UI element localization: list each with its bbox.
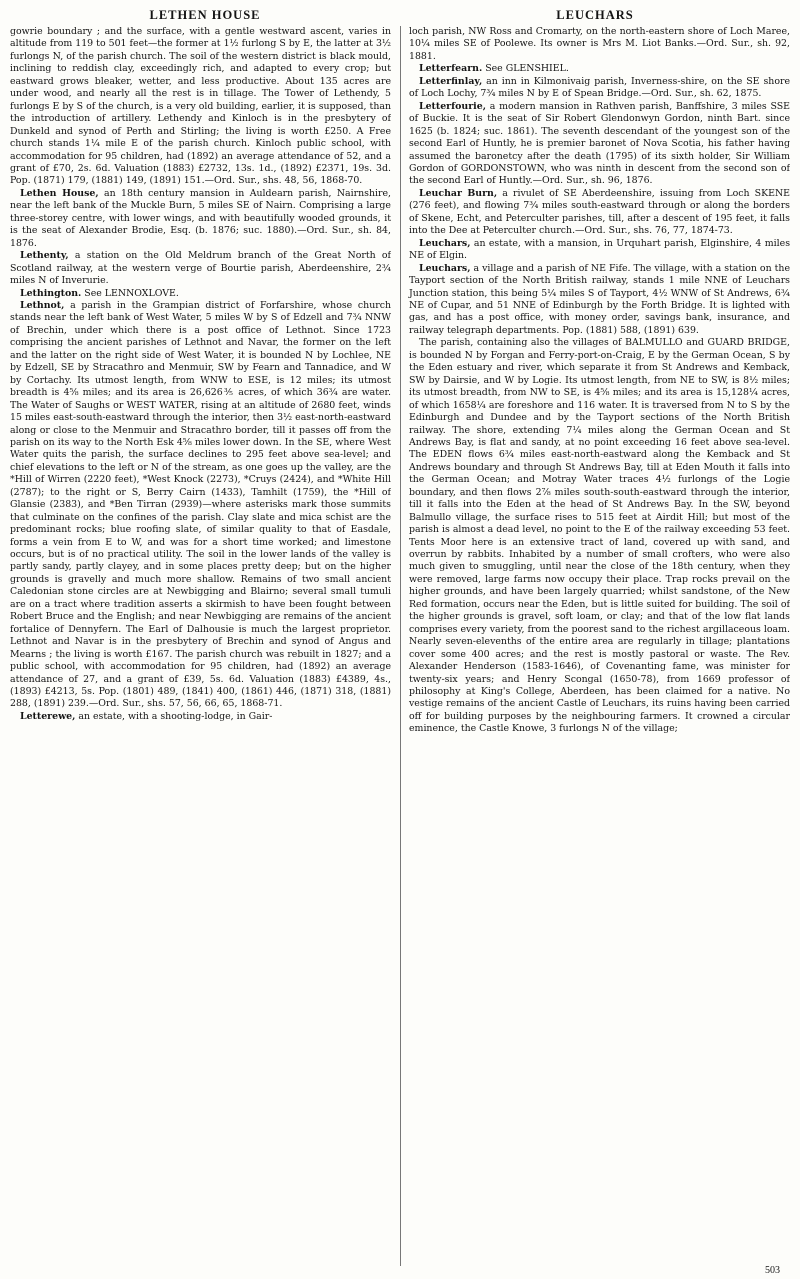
entry-text: a modern mansion in Rathven parish, Banffshire, 3 miles SSE of Buckie. It is the seat of Sir Robert Glendonwyn Gordon, ninth Bart. since 1625 (b. 1824; suc. 1861). The seventh descendant of the youngest son of the second Earl of Huntly, he is premier baronet of Nova Scotia, his father having assumed the baronetcy after the death (1795) of its sixth holder, Sir William Gordon of GORDONSTOWN, who was ninth in descent from the second son of the second Earl of Huntly.—Ord. Sur., sh. 96, 1876. xyxy=(409,100,790,187)
entry-headword: Lethen House, xyxy=(20,187,99,199)
entry-text: an estate, with a mansion, in Urquhart parish, Elginshire, 4 miles NE of Elgin. xyxy=(409,237,790,262)
entry-headword: Letterfourie, xyxy=(419,100,486,112)
entry-text: loch parish, NW Ross and Cromarty, on the north-eastern shore of Loch Maree, 10¼ miles SE of Poolewe. Its owner is Mrs M. Liot Banks.—Ord. Sur., sh. 92, 1881. xyxy=(409,26,790,62)
right-column xyxy=(400,26,790,1266)
entry-letterfearn xyxy=(409,63,790,75)
entry-lethnot xyxy=(10,300,391,711)
entry-leuchar-burn xyxy=(409,188,790,238)
entry-text: a station on the Old Meldrum branch of the Great North of Scotland railway, at the western verge of Bourtie parish, Aberdeenshire, 2¾ miles N of Inverurie. xyxy=(10,250,391,287)
page-number: 503 xyxy=(765,1265,780,1276)
entry-text: See LENNOXLOVE. xyxy=(84,287,179,299)
entry-headword: Lethenty, xyxy=(20,250,69,262)
entry-lethenty xyxy=(10,250,391,287)
entry-lethington xyxy=(10,288,391,300)
text-columns xyxy=(10,26,790,1266)
entry-headword: Letterfearn. xyxy=(419,63,483,75)
entry-text: an 18th century mansion in Auldearn parish, Nairnshire, near the left bank of the Muckle Burn, 5 miles SE of Nairn. Comprising a large three-storey centre, with lower wings, and with beautifully wooded grounds, it is the seat of Alexander Brodie, Esq. (b. 1876; suc. 1880).—Ord. Sur., sh. 84, 1876. xyxy=(10,187,391,249)
entry-letterewe xyxy=(10,711,391,723)
entry-headword: Leuchar Burn, xyxy=(419,187,498,199)
running-head-right: LEUCHARS xyxy=(556,8,634,22)
running-header xyxy=(10,8,790,26)
entry-headword: Letterewe, xyxy=(20,710,76,722)
entry-letterfourie xyxy=(409,101,790,188)
entry-headword: Leuchars, xyxy=(419,237,471,249)
entry-lethen-house xyxy=(10,188,391,250)
entry-text: a village and a parish of NE Fife. The village, with a station on the Tayport section of the North British railway, stands 1 mile NNE of Leuchars Junction station, this being 5¼ miles S of Tayport, 4½ WNW of St Andrews, 6¾ NE of Cupar, and 51 NNE of Edinburgh by the Forth Bridge. It is lighted with gas, and has a post office, with money order, savings bank, insurance, and railway telegraph departments. Pop. (1881) 588, (1891) 639. xyxy=(409,262,790,336)
entry-gowrie-continued xyxy=(10,26,391,188)
running-head-left: LETHEN HOUSE xyxy=(149,8,261,22)
entry-leuchars-parish xyxy=(409,337,790,736)
entry-headword: Lethnot, xyxy=(20,299,65,311)
entry-text: an inn in Kilmonivaig parish, Inverness-shire, on the SE shore of Loch Lochy, 7¾ miles N by E of Spean Bridge.—Ord. Sur., sh. 62, 1875. xyxy=(409,75,790,100)
entry-leuchars-estate xyxy=(409,238,790,263)
entry-leuchars-village xyxy=(409,263,790,338)
left-column xyxy=(10,26,391,1266)
entry-headword: Lethington. xyxy=(20,287,82,299)
entry-letterewe-continued xyxy=(409,26,790,63)
entry-headword: Letterfinlay, xyxy=(419,75,483,87)
entry-letterfinlay xyxy=(409,76,790,101)
entry-text: See GLENSHIEL. xyxy=(485,63,569,75)
entry-text: The parish, containing also the villages of BALMULLO and GUARD BRIDGE, is bounded N by Forgan and Ferry-port-on-Craig, E by the German Ocean, S by the Eden estuary and river, which separate it from St Andrews and Kemback, SW by Dairsie, and W by Logie. Its utmost length, from NE to SW, is 8½ miles; its utmost breadth, from NW to SE, is 4⅝ miles; and its area is 15,128¼ acres, of which 1658¼ are foreshore and 116 water. It is traversed from N to S by the Edinburgh and Dundee and by the Tayport sections of the North British railway. The shore, extending 7¼ miles along the German Ocean and St Andrews Bay, is flat and sandy, at no point exceeding 16 feet above sea-level. The EDEN flows 6¾ miles east-north-eastward along the Kemback and St Andrews boundary and through St Andrews Bay, till at Eden Mouth it falls into the German Ocean; and Motray Water traces 4½ furlongs of the Logie boundary, and then flows 2⅞ miles south-south-eastward through the interior, till it falls into the Eden at the head of St Andrews Bay. In the SW, beyond Balmullo village, the surface rises to 515 feet at Airdit Hill; but most of the parish is almost a dead level, no point to the E of the railway exceeding 53 feet. Tents Moor here is an extensive tract of land, covered up with sand, and overrun by rabbits. Inhabited by a number of small crofters, who were also much given to smuggling, until near the close of the 18th century, when they were removed, large farms now occupy their place. Trap rocks prevail on the higher grounds, and have been largely quarried; whilst sandstone, of the New Red formation, occurs near the Eden, but is little suited for building. The soil of the higher grounds is gravel, soft loam, or clay; and that of the low flat lands comprises every variety, from the poorest sand to the richest argillaceous loam. Nearly seven-elevenths of the entire area are regularly in tillage; plantations cover some 400 acres; and the rest is mostly pastoral or waste. The Rev. Alexander Henderson (1583-1646), of Covenanting fame, was minister for twenty-six years; and Henry Scongal (1650-78), from 1669 professor of philosophy at King's College, Aberdeen, has been claimed for a native. No vestige remains of the ancient Castle of Leuchars, its ruins having been carried off for building purposes by the neighbouring farmers. It crowned a circular eminence, the Castle Knowe, 3 furlongs N of the village; xyxy=(409,337,790,735)
entry-text: gowrie boundary ; and the surface, with a gentle westward ascent, varies in altitude from 119 to 501 feet—the former at 1½ furlong S by E, the latter at 3½ furlongs N, of the parish church. The soil of the western district is black mould, inclining to reddish clay, exceedingly rich, and adapted to every crop; but eastward grows bleaker, wetter, and less productive. About 135 acres are under wood, and nearly all the rest is in tillage. The Tower of Lethendy, 5 furlongs E by S of the church, is a very old building, earlier, it is supposed, than the introduction of artillery. Lethendy and Kinloch is in the presbytery of Dunkeld and synod of Perth and Stirling; the living is worth £250. A Free church stands 1¼ mile E of the parish church. Kinloch public school, with accommodation for 95 children, had (1892) an average attendance of 52, and a grant of £70, 2s. 6d. Valuation (1883) £2732, 13s. 1d., (1892) £2371, 19s. 3d. Pop. (1871) 179, (1881) 149, (1891) 151.—Ord. Sur., shs. 48, 56, 1868-70. xyxy=(10,26,391,187)
entry-text: a rivulet of SE Aberdeenshire, issuing from Loch SKENE (276 feet), and flowing 7¾ miles south-eastward through or along the borders of Skene, Echt, and Peterculter parishes, till, after a descent of 195 feet, it falls into the Dee at Peterculter church.—Ord. Sur., shs. 76, 77, 1874-73. xyxy=(409,187,790,237)
entry-text: a parish in the Grampian district of Forfarshire, whose church stands near the left bank of West Water, 5 miles W by S of Edzell and 7¾ NNW of Brechin, under which there is a post office of Lethnot. Since 1723 comprising the ancient parishes of Lethnot and Navar, the former on the left and the latter on the right side of West Water, it is bounded N by Lochlee, NE by Edzell, SE by Stracathro and Menmuir, SW by Fearn and Tannadice, and W by Cortachy. Its utmost length, from WNW to ESE, is 12 miles; its utmost breadth is 4⅝ miles; and its area is 26,626⅗ acres, of which 36¾ are water. The Water of Saughs or WEST WATER, rising at an altitude of 2680 feet, winds 15 miles east-south-eastward through the interior, then 3½ east-north-eastward along or close to the Menmuir and Stracathro border, till it passes off from the parish on its way to the North Esk 4⅝ miles lower down. In the SE, where West Water quits the parish, the surface declines to 295 feet above sea-level; and chief elevations to the left or N of the stream, as one goes up the valley, are the *Hill of Wirren (2220 feet), *West Knock (2273), *Cruys (2424), and *White Hill (2787); to the right or S, Berry Cairn (1433), Tamhilt (1759), the *Hill of Glansie (2383), and *Ben Tirran (2939)—where asterisks mark those summits that culminate on the confines of the parish. Clay slate and mica schist are the predominant rocks; blue roofing slate, of similar quality to that of Easdale, forms a vein from E to W, and was for a short time worked; and limestone occurs, but is of no practical utility. The soil in the lower lands of the valley is partly sandy, partly clayey, and in some places pretty deep; but on the higher grounds is gravelly and much more shallow. Remains of two small ancient Caledonian stone circles are at Newbigging and Blairno; several small tumuli are on a tract where tradition asserts a skirmish to have been fought between Robert Bruce and the English; and near Newbigging are remains of the ancient fortalice of Dennyfern. The Earl of Dalhousie is much the largest proprietor. Lethnot and Navar is in the presbytery of Brechin and synod of Angus and Mearns ; the living is worth £167. The parish church was rebuilt in 1827; and a public school, with accommodation for 95 children, had (1892) an average attendance of 27, and a grant of £39, 5s. 6d. Valuation (1883) £4389, 4s., (1893) £4213, 5s. Pop. (1801) 489, (1841) 400, (1861) 446, (1871) 318, (1881) 288, (1891) 239.—Ord. Sur., shs. 57, 56, 66, 65, 1868-71. xyxy=(10,299,391,710)
entry-text: an estate, with a shooting-lodge, in Gair- xyxy=(78,710,273,722)
entry-headword: Leuchars, xyxy=(419,262,471,274)
